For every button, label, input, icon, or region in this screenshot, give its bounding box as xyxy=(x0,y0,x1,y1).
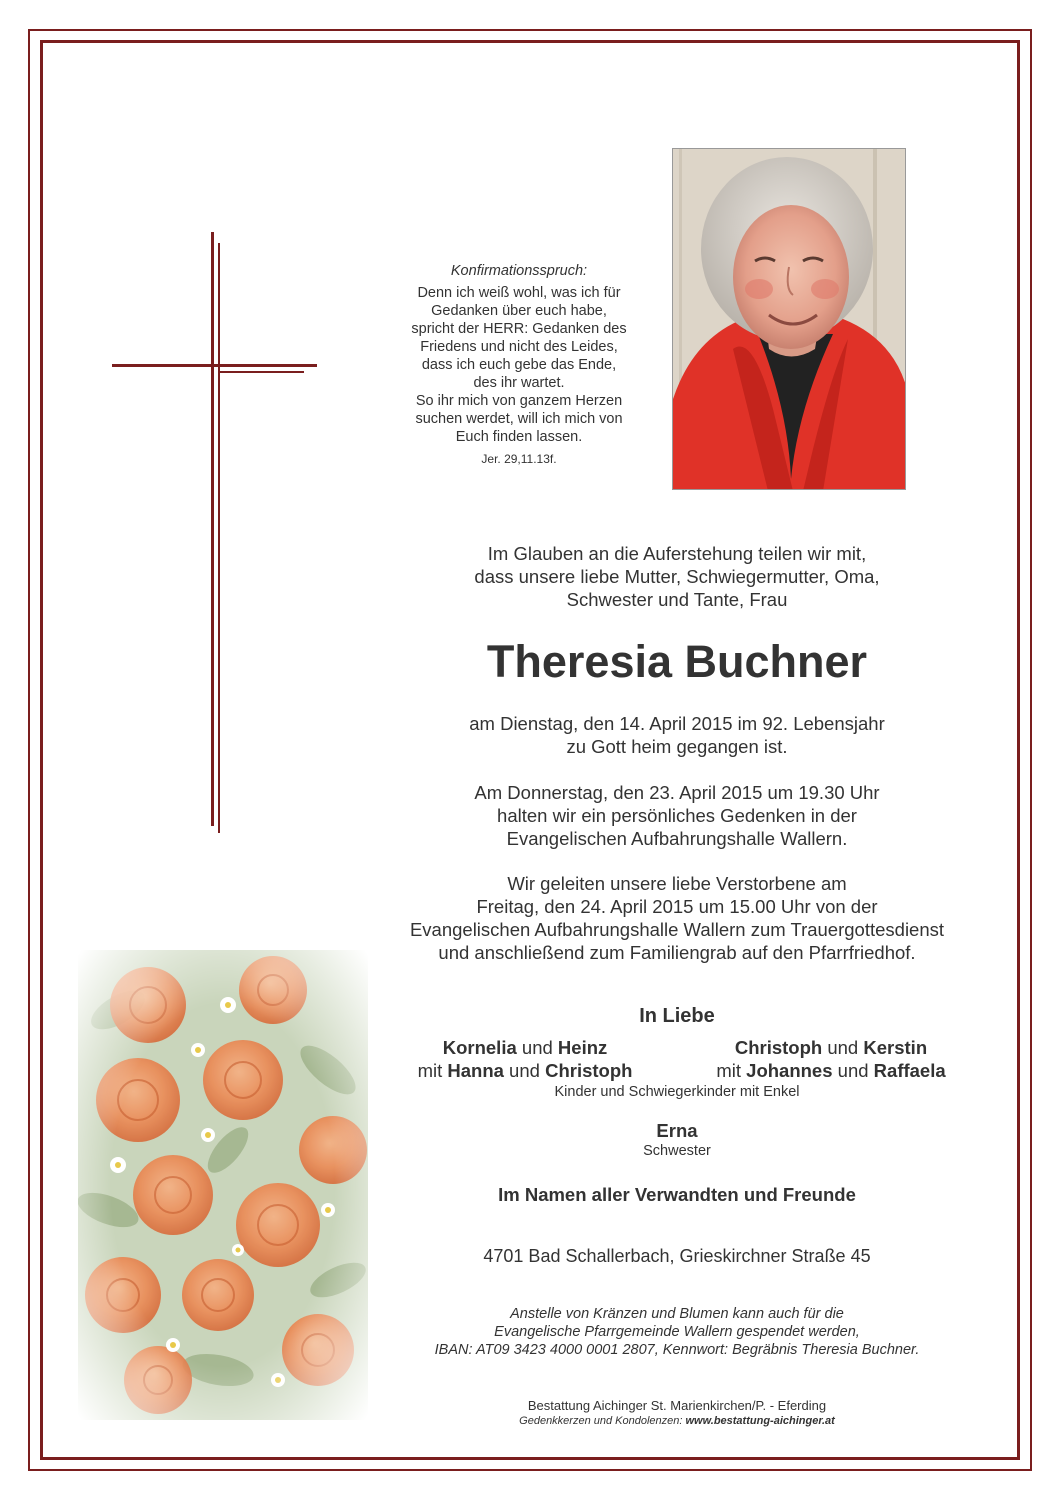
roses-bouquet-image xyxy=(78,950,368,1420)
verse-line: Gedanken über euch habe, xyxy=(431,303,607,319)
verse-line: des ihr wartet. xyxy=(473,375,565,391)
memorial-line: halten wir ein persönliches Gedenken in der xyxy=(497,805,857,826)
verse-line: Euch finden lassen. xyxy=(455,429,583,445)
donation-line: IBAN: AT09 3423 4000 0001 2807, Kennwort: Begräbnis Theresia Buchner. xyxy=(434,1342,920,1358)
funeral-line: und anschließend zum Familiengrab auf den Pfarrfriedhof. xyxy=(438,942,916,963)
verse-title: Konfirmationsspruch: xyxy=(450,263,588,279)
sibling-caption: Schwester xyxy=(643,1143,711,1159)
joiner-text: und xyxy=(516,1037,558,1058)
joiner-text: und xyxy=(822,1037,864,1058)
mourner-name: Johannes xyxy=(746,1060,833,1081)
memorial-line: Evangelischen Aufbahrungshalle Wallern. xyxy=(506,828,848,849)
joiner-text: mit xyxy=(716,1060,747,1081)
verse-line: spricht der HERR: Gedanken des xyxy=(411,321,627,337)
mourner-name: Christoph xyxy=(545,1060,633,1081)
intro-line: dass unsere liebe Mutter, Schwiegermutter, Oma, xyxy=(474,566,880,587)
children-caption: Kinder und Schwiegerkinder mit Enkel xyxy=(554,1084,800,1100)
family-group-left xyxy=(400,1036,650,1082)
memorial-line: Am Donnerstag, den 23. April 2015 um 19.30 Uhr xyxy=(474,782,880,803)
donation-line: Anstelle von Kränzen und Blumen kann auch für die xyxy=(510,1306,844,1322)
death-notice xyxy=(372,712,982,758)
verse-line: suchen werdet, will ich mich von xyxy=(415,411,623,427)
in-love-heading: In Liebe xyxy=(639,1005,715,1027)
verse-reference: Jer. 29,11.13f. xyxy=(481,452,557,466)
sibling-name: Erna xyxy=(656,1120,698,1141)
verse-line: Denn ich weiß wohl, was ich für xyxy=(417,285,621,301)
funeral-line: Wir geleiten unsere liebe Verstorbene am xyxy=(507,873,847,894)
verse-line: So ihr mich von ganzem Herzen xyxy=(415,393,623,409)
verse-line: Friedens und nicht des Leides, xyxy=(420,339,618,355)
donation-line: Evangelische Pfarrgemeinde Wallern gespendet werden, xyxy=(494,1324,860,1340)
joiner-text: und xyxy=(832,1060,874,1081)
portrait-photo xyxy=(672,148,906,490)
announcement-intro xyxy=(372,542,982,611)
memorial-notice xyxy=(372,781,982,850)
intro-line: Schwester und Tante, Frau xyxy=(566,589,788,610)
mourner-name: Heinz xyxy=(557,1037,608,1058)
funeral-notice xyxy=(372,872,982,964)
mourner-name: Christoph xyxy=(734,1037,823,1058)
mourner-name: Raffaela xyxy=(873,1060,946,1081)
undertaker-name: Bestattung Aichinger St. Marienkirchen/P. - Eferding xyxy=(527,1398,827,1413)
donation-notice xyxy=(372,1305,982,1359)
family-group-right xyxy=(696,1036,966,1082)
funeral-line: Evangelischen Aufbahrungshalle Wallern zum Trauergottesdienst xyxy=(409,919,945,940)
website-link[interactable]: www.bestattung-aichinger.at xyxy=(685,1415,835,1427)
family-address: 4701 Bad Schallerbach, Grieskirchner Straße 45 xyxy=(483,1246,871,1266)
deceased-name: Theresia Buchner xyxy=(486,636,868,687)
death-line: zu Gott heim gegangen ist. xyxy=(566,736,788,757)
intro-line: Im Glauben an die Auferstehung teilen wir mit, xyxy=(487,543,867,564)
verse-line: dass ich euch gebe das Ende, xyxy=(421,357,617,373)
joiner-text: mit xyxy=(417,1060,448,1081)
death-line: am Dienstag, den 14. April 2015 im 92. Lebensjahr xyxy=(469,713,885,734)
mourner-name: Kornelia xyxy=(442,1037,517,1058)
confirmation-verse xyxy=(396,262,642,468)
relatives-line: Im Namen aller Verwandten und Freunde xyxy=(498,1184,856,1205)
mourner-name: Kerstin xyxy=(863,1037,928,1058)
condolence-contact xyxy=(372,1414,982,1428)
mourner-name: Hanna xyxy=(447,1060,504,1081)
joiner-text: und xyxy=(503,1060,546,1081)
funeral-line: Freitag, den 24. April 2015 um 15.00 Uhr von der xyxy=(476,896,878,917)
contact-label: Gedenkkerzen und Kondolenzen: xyxy=(519,1415,686,1427)
